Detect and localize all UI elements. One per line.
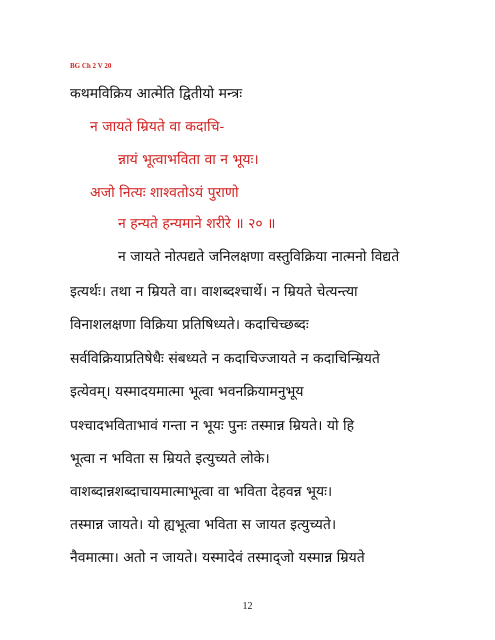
commentary-line-4: सर्वविक्रियाप्रतिषेधैः संबध्यते न कदाचिज्जायते न कदाचिन्म्रियते [70,351,380,367]
commentary-line-3: विनाशलक्षणा विक्रिया प्रतिषिध्यते। कदाचिच्छब्दः [70,317,309,333]
commentary-line-2: इत्यर्थः। तथा न म्रियते वा। वाशब्दश्चार्थे। न म्रियते चेत्यन्त्या [70,284,358,300]
commentary-line-5: इत्येवम्। यस्मादयमात्मा भूत्वा भवनक्रियामनुभूय [70,384,304,400]
commentary-line-8: वाशब्दान्नशब्दाचायमात्माभूत्वा वा भविता देहवन्न भूयः। [70,484,333,500]
verse-line-4: न हन्यते हन्यमाने शरीरे ॥ २० ॥ [118,216,276,232]
page-number: 12 [242,601,253,612]
intro-line: कथमविक्रिय आत्मेति द्वितीयो मन्त्रः [70,86,243,102]
chapter-verse-reference: BG Ch 2 V 20 [70,62,112,70]
verse-line-1: न जायते म्रियते वा कदाचि- [90,119,225,135]
commentary-line-6: पश्चादभविताभावं गन्ता न भूयः पुनः तस्मान्न म्रियते। यो हि [70,418,355,434]
verse-line-2: न्नायं भूत्वाभविता वा न भूयः। [118,152,259,168]
commentary-line-9: तस्मान्न जायते। यो ह्यभूत्वा भविता स जायत इत्युच्यते। [70,517,337,533]
commentary-line-10: नैवमात्मा। अतो न जायते। यस्मादेवं तस्माद्जो यस्मान्न म्रियते [70,550,365,566]
commentary-line-1: न जायते नोत्पद्यते जनिलक्षणा वस्तुविक्रिया नात्मनो विद्यते [118,249,400,265]
commentary-line-7: भूत्वा न भविता स म्रियते इत्युच्यते लोके। [70,451,270,467]
verse-line-3: अजो नित्यः शाश्वतोऽयं पुराणो [90,185,239,201]
